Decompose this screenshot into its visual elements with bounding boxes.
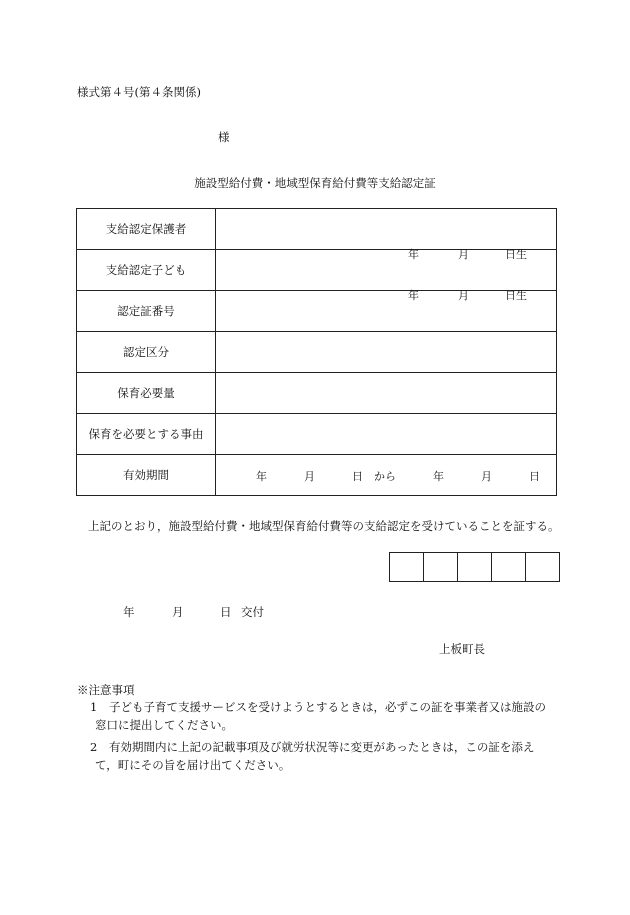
validity-from: から: [374, 470, 396, 483]
label-child: 支給認定子ども: [77, 250, 216, 291]
certificate-table: [76, 208, 557, 496]
validity-end-day: 日: [529, 470, 540, 483]
label-care-reason: 保育を必要とする事由: [77, 414, 216, 455]
document-title: 施設型給付費・地域型保育給付費等支給認定証: [194, 176, 436, 190]
note-text-1b: 窓口に提出してください。: [95, 718, 233, 732]
guardian-field[interactable]: [216, 209, 557, 261]
care-reason-field[interactable]: [216, 414, 557, 455]
guardian-birth-day: 日生: [505, 248, 527, 261]
guardian-birth-month: 月: [458, 248, 469, 261]
issue-month: 月: [172, 605, 184, 619]
table-row-validity: [77, 455, 557, 496]
validity-period-field[interactable]: [216, 455, 557, 496]
note-number-2: 2: [90, 740, 98, 754]
number-box-5[interactable]: [526, 553, 559, 581]
validity-end-year: 年: [433, 470, 444, 483]
number-boxes: [389, 552, 560, 582]
table-row-cert-number: [77, 291, 557, 332]
addressee-suffix: 様: [218, 130, 230, 144]
guardian-birth-year: 年: [408, 248, 419, 261]
number-box-3[interactable]: [458, 553, 492, 581]
form-number: 様式第４号(第４条関係): [77, 85, 201, 99]
note-item-1: [90, 699, 546, 715]
issue-label: 交付: [241, 605, 264, 619]
validity-end-month: 月: [481, 470, 492, 483]
table-row-care-reason: [77, 414, 557, 455]
certification-statement: 上記のとおり，施設型給付費・地域型保育給付費等の支給認定を受けていることを証する。: [88, 519, 560, 533]
label-care-amount: 保育必要量: [77, 373, 216, 414]
table-row-guardian: [77, 209, 557, 250]
notes-heading: ※注意事項: [77, 683, 135, 697]
number-box-4[interactable]: [492, 553, 526, 581]
table-row-category: [77, 332, 557, 373]
label-guardian: 支給認定保護者: [77, 209, 216, 250]
table-row-care-amount: [77, 373, 557, 414]
child-birth-day: 日生: [505, 289, 527, 302]
validity-start-year: 年: [256, 470, 267, 483]
label-category: 認定区分: [77, 332, 216, 373]
child-birth-month: 月: [458, 289, 469, 302]
validity-start-day: 日: [352, 470, 363, 483]
note-text-2b: て，町にその旨を届け出てください。: [95, 758, 291, 772]
child-field[interactable]: [216, 250, 557, 302]
label-validity: 有効期間: [77, 455, 216, 496]
issuer: 上板町長: [439, 642, 485, 656]
table-row-child: [77, 250, 557, 291]
child-birth-year: 年: [408, 289, 419, 302]
category-field[interactable]: [216, 332, 557, 373]
care-amount-field[interactable]: [216, 373, 557, 414]
note-text-2a: 有効期間内に上記の記載事項及び就労状況等に変更があったときは，この証を添え: [109, 740, 535, 754]
issue-day: 日: [220, 605, 232, 619]
cert-number-field[interactable]: [216, 291, 557, 332]
validity-start-month: 月: [304, 470, 315, 483]
label-cert-number: 認定証番号: [77, 291, 216, 332]
note-number-1: 1: [90, 700, 98, 714]
issue-year: 年: [123, 605, 135, 619]
number-box-2[interactable]: [424, 553, 458, 581]
number-box-1[interactable]: [390, 553, 424, 581]
note-item-2: [90, 739, 534, 755]
note-text-1a: 子ども子育て支援サービスを受けようとするときは，必ずこの証を事業者又は施設の: [109, 700, 546, 714]
